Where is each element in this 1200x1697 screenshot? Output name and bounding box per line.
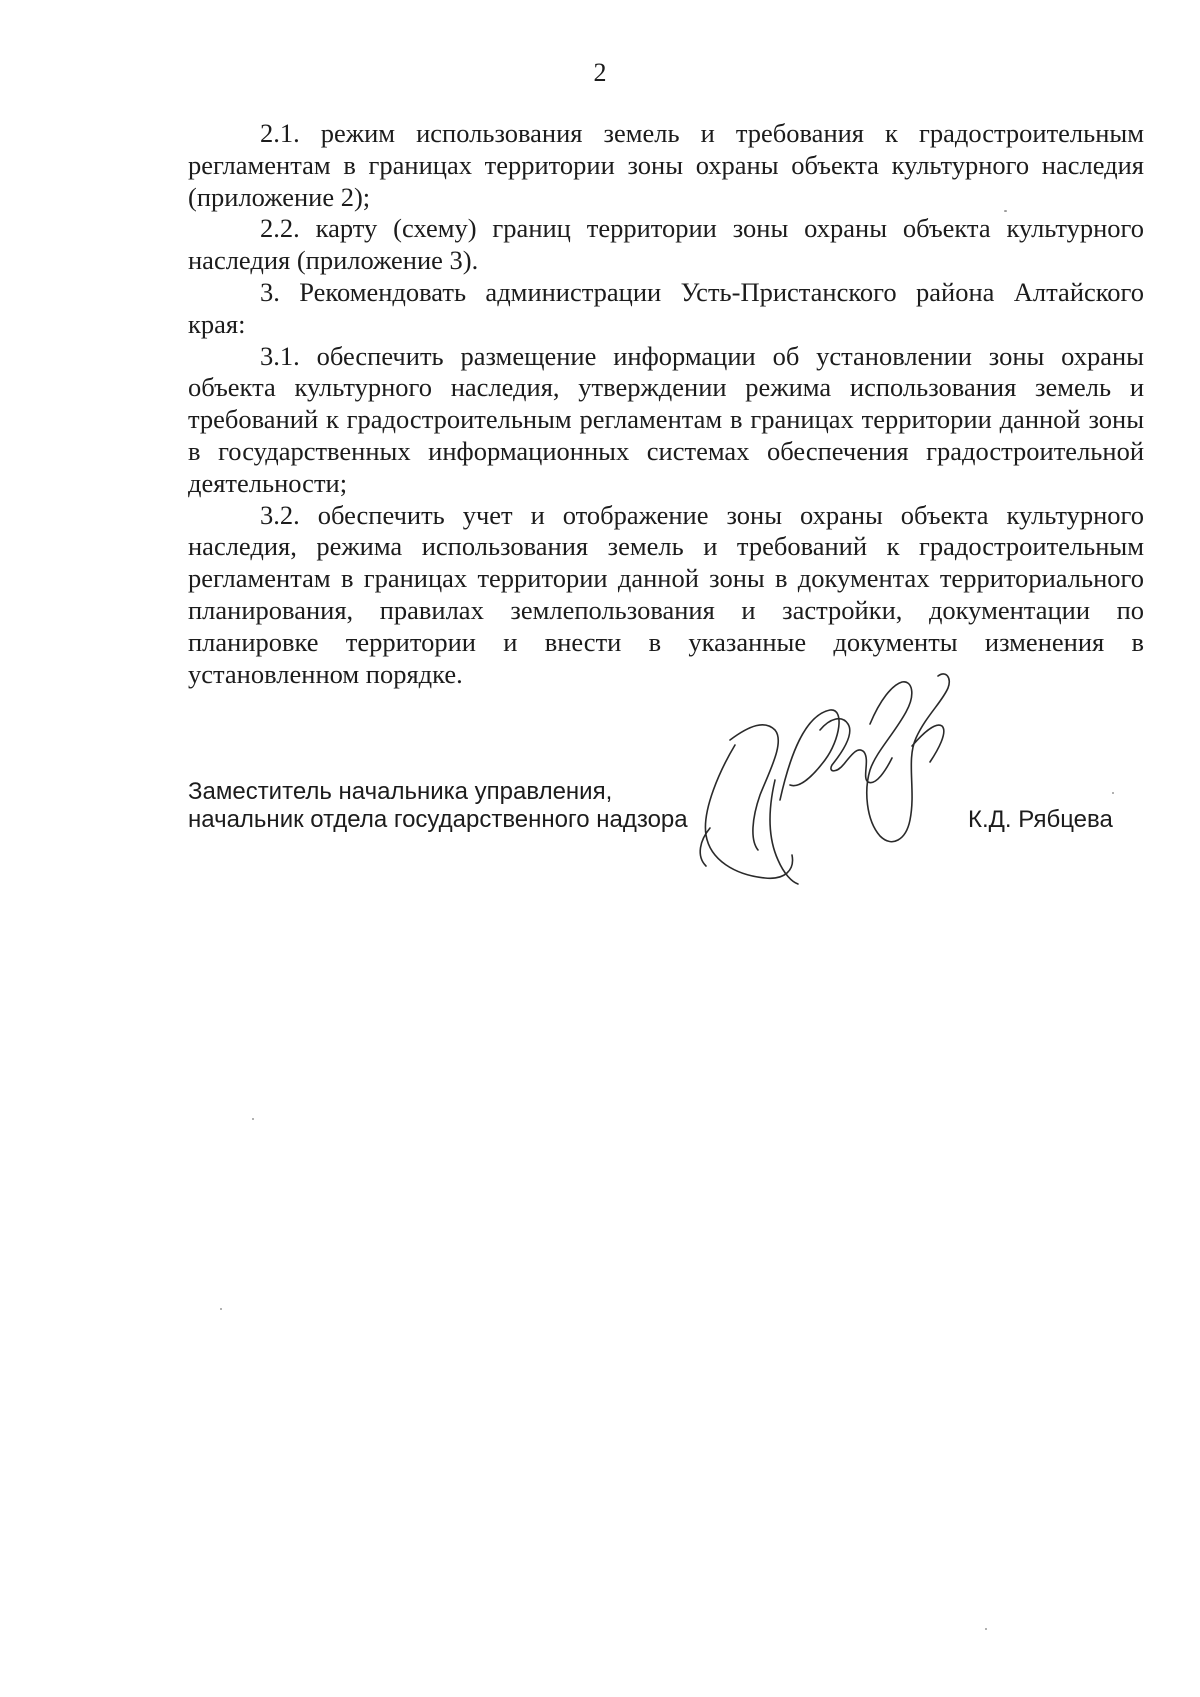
paragraph-2-1: 2.1. режим использования земель и требования к градостроительным регламентам в границах территории зоны охраны объекта культурного наследия (приложение 2);	[188, 118, 1144, 212]
page-number: 2	[593, 58, 607, 87]
signatory-position	[188, 778, 688, 834]
paragraph-3: 3. Рекомендовать администрации Усть-Пристанского района Алтайского края:	[188, 276, 1144, 339]
signatory-title-line-1: Заместитель начальника управления,	[188, 778, 613, 805]
scan-speck	[252, 1118, 254, 1120]
paragraph-3-1: 3.1. обеспечить размещение информации об установлении зоны охраны объекта культурного наследия, утверждении режима использования земель и требований к градостроительным регламентам в границах территории данной зоны в государственных информационных системах обеспечения градостроительной деятельности;	[188, 340, 1144, 498]
document-body	[188, 118, 1144, 690]
handwritten-signature	[680, 660, 1020, 900]
signatory-title-line-2: начальник отдела государственного надзора	[188, 806, 688, 833]
scan-speck	[1112, 792, 1114, 794]
scan-speck	[220, 1308, 222, 1310]
signatory-name: К.Д. Рябцева	[968, 806, 1113, 833]
paragraph-2-2: 2.2. карту (схему) границ территории зоны охраны объекта культурного наследия (приложение 3).	[188, 213, 1144, 276]
scan-speck	[985, 1628, 987, 1630]
scan-speck	[1004, 210, 1007, 212]
paragraph-3-2: 3.2. обеспечить учет и отображение зоны охраны объекта культурного наследия, режима использования земель и требований к градостроительным регламентам в границах территории данной зоны в документах территориального планирования, правилах землепользования и застройки, документации по планировке территории и внести в указанные документы изменения в установленном порядке.	[188, 499, 1144, 689]
